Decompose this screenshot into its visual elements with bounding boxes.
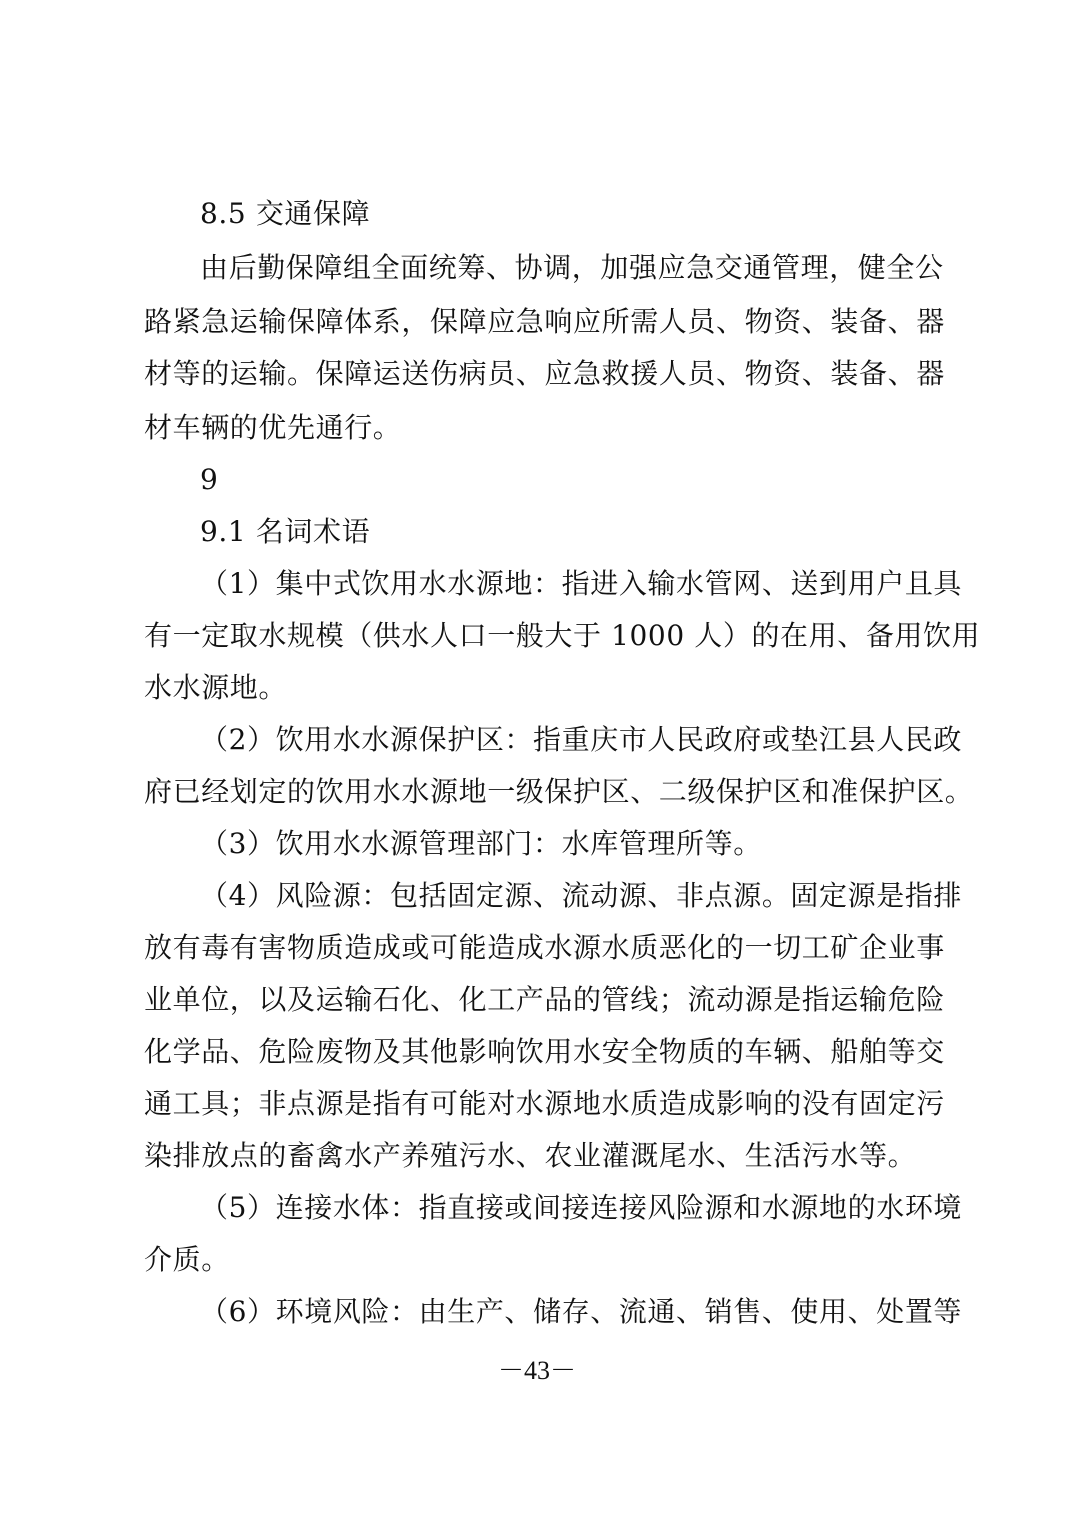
- term-4-line: 放有毒有害物质造成或可能造成水源水质恶化的一切工矿企业事: [144, 931, 945, 964]
- paragraph-line: 路紧急运输保障体系，保障应急响应所需人员、物资、装备、器: [144, 305, 945, 338]
- term-4-line: （4）风险源：包括固定源、流动源、非点源。固定源是指排: [200, 879, 963, 912]
- term-4-line: 通工具；非点源是指有可能对水源地水质造成影响的没有固定污: [144, 1087, 945, 1120]
- term-2-line: （2）饮用水水源保护区：指重庆市人民政府或垫江县人民政: [200, 723, 963, 756]
- section-9-1-heading: 9.1 名词术语: [200, 515, 371, 548]
- page-number: －43－: [497, 1356, 576, 1385]
- term-3-line: （3）饮用水水源管理部门：水库管理所等。: [200, 827, 762, 860]
- term-2-line: 府已经划定的饮用水水源地一级保护区、二级保护区和准保护区。: [144, 775, 974, 808]
- term-1-line: （1）集中式饮用水水源地：指进入输水管网、送到用户且具: [200, 567, 963, 600]
- term-4-line: 染排放点的畜禽水产养殖污水、农业灌溉尾水、生活污水等。: [144, 1139, 917, 1172]
- term-5-line: 介质。: [144, 1243, 230, 1276]
- term-1-line: 有一定取水规模（供水人口一般大于 1000 人）的在用、备用饮用: [144, 619, 981, 652]
- term-1-line: 水水源地。: [144, 671, 288, 704]
- section-8-5-heading: 8.5 交通保障: [200, 197, 371, 230]
- term-5-line: （5）连接水体：指直接或间接连接风险源和水源地的水环境: [200, 1191, 963, 1224]
- term-4-line: 化学品、危险废物及其他影响饮用水安全物质的车辆、船舶等交: [144, 1035, 945, 1068]
- term-6-line: （6）环境风险：由生产、储存、流通、销售、使用、处置等: [200, 1295, 963, 1328]
- paragraph-line: 材车辆的优先通行。: [144, 411, 402, 444]
- paragraph-line: 由后勤保障组全面统筹、协调，加强应急交通管理，健全公: [200, 251, 944, 284]
- term-4-line: 业单位，以及运输石化、化工产品的管线；流动源是指运输危险: [144, 983, 945, 1016]
- paragraph-line: 材等的运输。保障运送伤病员、应急救援人员、物资、装备、器: [144, 357, 945, 390]
- section-9-heading: 9: [200, 463, 219, 496]
